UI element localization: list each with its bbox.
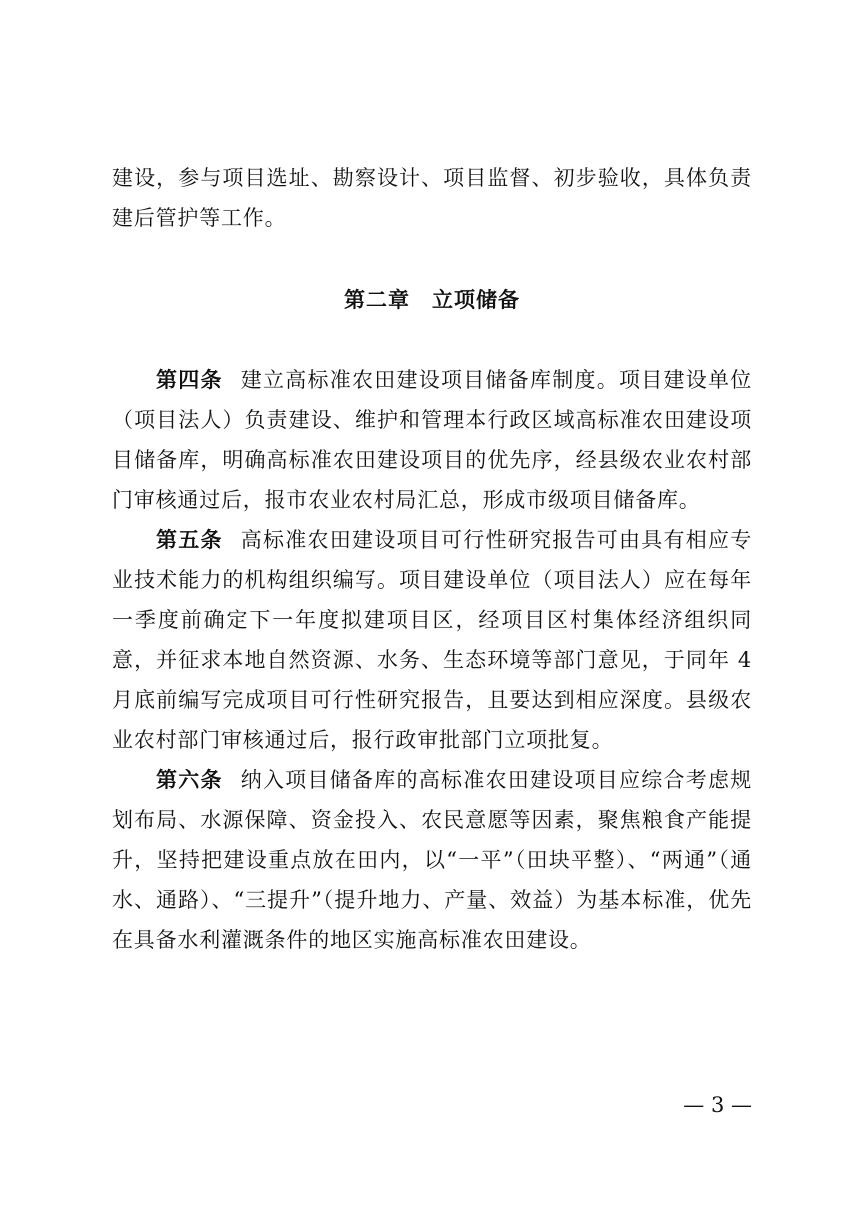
article-6-text: 纳入项目储备库的高标准农田建设项目应综合考虑规划布局、水源保障、资金投入、农民意愿等因素，聚焦粮食产能提升，坚持把建设重点放在田内，以“一平”（田块平整）、“两通”（通水、通路）、“三提升”（提升地力、产量、效益）为基本标准，优先在具备水利灌溉条件的地区实施高标准农田建设。	[112, 768, 752, 952]
article-6-label: 第六条	[156, 768, 223, 792]
chapter-title: 第二章 立项储备	[344, 288, 520, 312]
article-6	[112, 760, 752, 960]
article-5-text: 高标准农田建设项目可行性研究报告可由具有相应专业技术能力的机构组织编写。项目建设单位（项目法人）应在每年一季度前确定下一年度拟建项目区，经项目区村集体经济组织同意，并征求本地自然资源、水务、生态环境等部门意见，于同年 4 月底前编写完成项目可行性研究报告，且要达到相应深度。县级农业农村部门审核通过后，报行政审批部门立项批复。	[112, 528, 752, 752]
article-5	[112, 520, 752, 760]
article-4-text: 建立高标准农田建设项目储备库制度。项目建设单位（项目法人）负责建设、维护和管理本行政区域高标准农田建设项目储备库，明确高标准农田建设项目的优先序，经县级农业农村部门审核通过后，报市农业农村局汇总，形成市级项目储备库。	[112, 368, 752, 512]
article-4	[112, 360, 752, 520]
page-number: — 3 —	[683, 1093, 752, 1117]
carry-over-paragraph: 建设，参与项目选址、勘察设计、项目监督、初步验收，具体负责建后管护等工作。	[112, 166, 752, 230]
article-5-label: 第五条	[156, 528, 223, 552]
article-4-label: 第四条	[156, 368, 223, 392]
articles-section	[112, 360, 752, 960]
